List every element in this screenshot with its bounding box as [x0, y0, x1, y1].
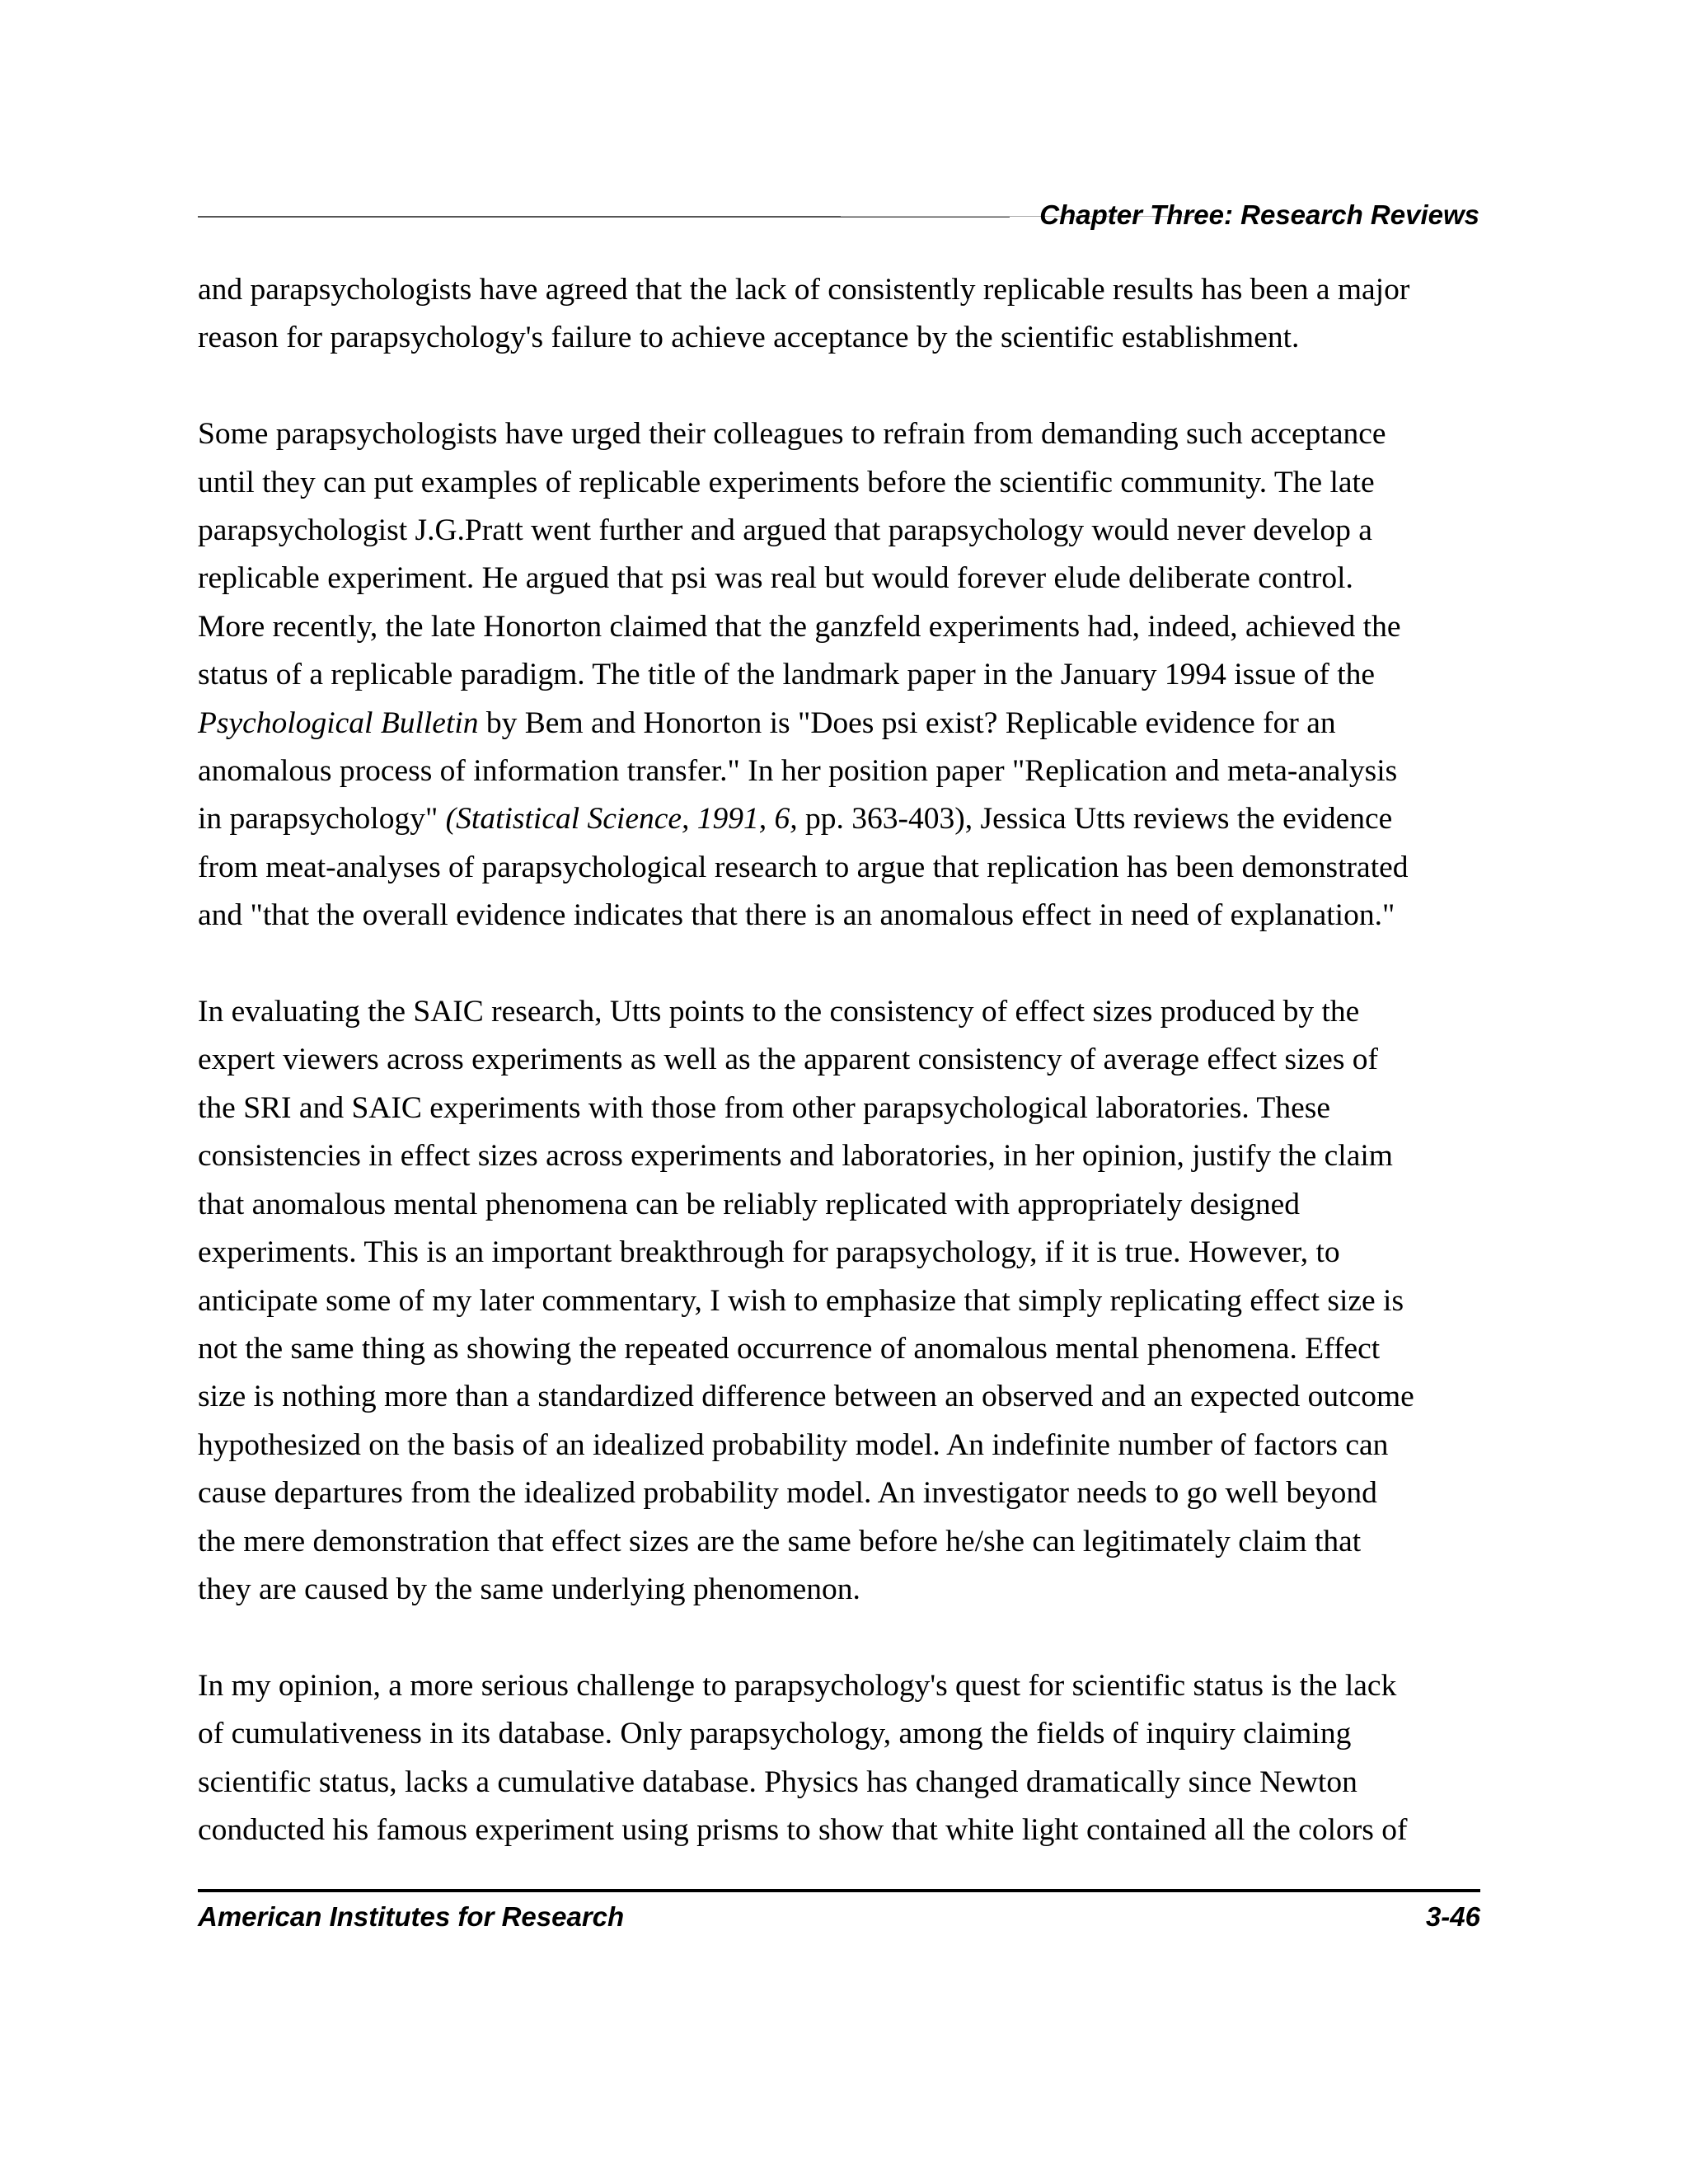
- text-line: [198, 795, 1484, 843]
- text-line: they are caused by the same underlying phenomenon.: [198, 1572, 860, 1606]
- text-line: the mere demonstration that effect sizes are the same before he/she can legitimately claim that: [198, 1524, 1362, 1558]
- text-line: consistencies in effect sizes across experiments and laboratories, in her opinion, justify the claim: [198, 1139, 1393, 1174]
- text-line: In my opinion, a more serious challenge to parapsychology's quest for scientific status is the lack: [198, 1668, 1397, 1703]
- paragraph-1: [198, 266, 1484, 363]
- text-line: until they can put examples of replicable experiments before the scientific community. The late: [198, 465, 1375, 499]
- text-line: Some parapsychologists have urged their colleagues to refrain from demanding such acceptance: [198, 417, 1386, 452]
- text-line: status of a replicable paradigm. The title of the landmark paper in the January 1994 issue of the: [198, 658, 1376, 692]
- text-line: anticipate some of my later commentary, I wish to emphasize that simply replicating effect size is: [198, 1283, 1404, 1318]
- text-line: the SRI and SAIC experiments with those from other parapsychological laboratories. These: [198, 1090, 1330, 1125]
- text-fragment: by Bem and Honorton is "Does psi exist? Replicable evidence for an: [478, 705, 1336, 740]
- text-line: anomalous process of information transfer." In her position paper "Replication and meta-analysis: [198, 754, 1398, 789]
- text-line: that anomalous mental phenomena can be reliably replicated with appropriately designed: [198, 1187, 1301, 1221]
- footer-rule: [198, 1889, 1480, 1892]
- text-line: cause departures from the idealized probability model. An investigator needs to go well beyond: [198, 1476, 1377, 1511]
- text-line: and "that the overall evidence indicates that there is an anomalous effect in need of explanation.": [198, 898, 1395, 933]
- text-line: hypothesized on the basis of an idealized probability model. An indefinite number of factors can: [198, 1427, 1389, 1462]
- text-line: not the same thing as showing the repeated occurrence of anomalous mental phenomena. Effect: [198, 1331, 1381, 1366]
- citation-source: (Statistical Science, 1991, 6,: [445, 802, 798, 837]
- page-number: 3-46: [1425, 1901, 1480, 1932]
- text-line: expert viewers across experiments as well as the apparent consistency of average effect sizes of: [198, 1043, 1379, 1077]
- text-line: from meat-analyses of parapsychological research to argue that replication has been demonstrated: [198, 850, 1409, 884]
- paragraph-4: [198, 1662, 1484, 1855]
- journal-title: Psychological Bulletin: [198, 705, 479, 740]
- body-text: [198, 266, 1484, 1854]
- text-line: In evaluating the SAIC research, Utts points to the consistency of effect sizes produced by the: [198, 995, 1360, 1029]
- text-line: reason for parapsychology's failure to achieve acceptance by the scientific establishment.: [198, 321, 1300, 355]
- text-line: size is nothing more than a standardized difference between an observed and an expected outcome: [198, 1380, 1414, 1414]
- running-header: [198, 194, 1479, 236]
- text-line: of cumulativeness in its database. Only parapsychology, among the fields of inquiry claiming: [198, 1717, 1352, 1751]
- paragraph-3: [198, 988, 1484, 1614]
- paragraph-2: [198, 410, 1484, 940]
- text-line: conducted his famous experiment using prisms to show that white light contained all the colors of: [198, 1812, 1408, 1847]
- footer-organization: American Institutes for Research: [198, 1901, 625, 1932]
- text-line: scientific status, lacks a cumulative database. Physics has changed dramatically since Newton: [198, 1765, 1357, 1799]
- chapter-title: Chapter Three: Research Reviews: [1039, 199, 1479, 230]
- text-line: More recently, the late Honorton claimed that the ganzfeld experiments had, indeed, achieved the: [198, 609, 1401, 644]
- text-fragment: pp. 363-403), Jessica Utts reviews the evidence: [797, 802, 1393, 837]
- text-line: parapsychologist J.G.Pratt went further and argued that parapsychology would never develop a: [198, 513, 1372, 548]
- text-line: replicable experiment. He argued that psi was real but would forever elude deliberate control.: [198, 561, 1353, 596]
- text-line: and parapsychologists have agreed that the lack of consistently replicable results has been a major: [198, 273, 1410, 307]
- text-line: experiments. This is an important breakthrough for parapsychology, if it is true. However, to: [198, 1235, 1340, 1270]
- text-fragment: in parapsychology": [198, 802, 446, 837]
- text-line: [198, 700, 1484, 748]
